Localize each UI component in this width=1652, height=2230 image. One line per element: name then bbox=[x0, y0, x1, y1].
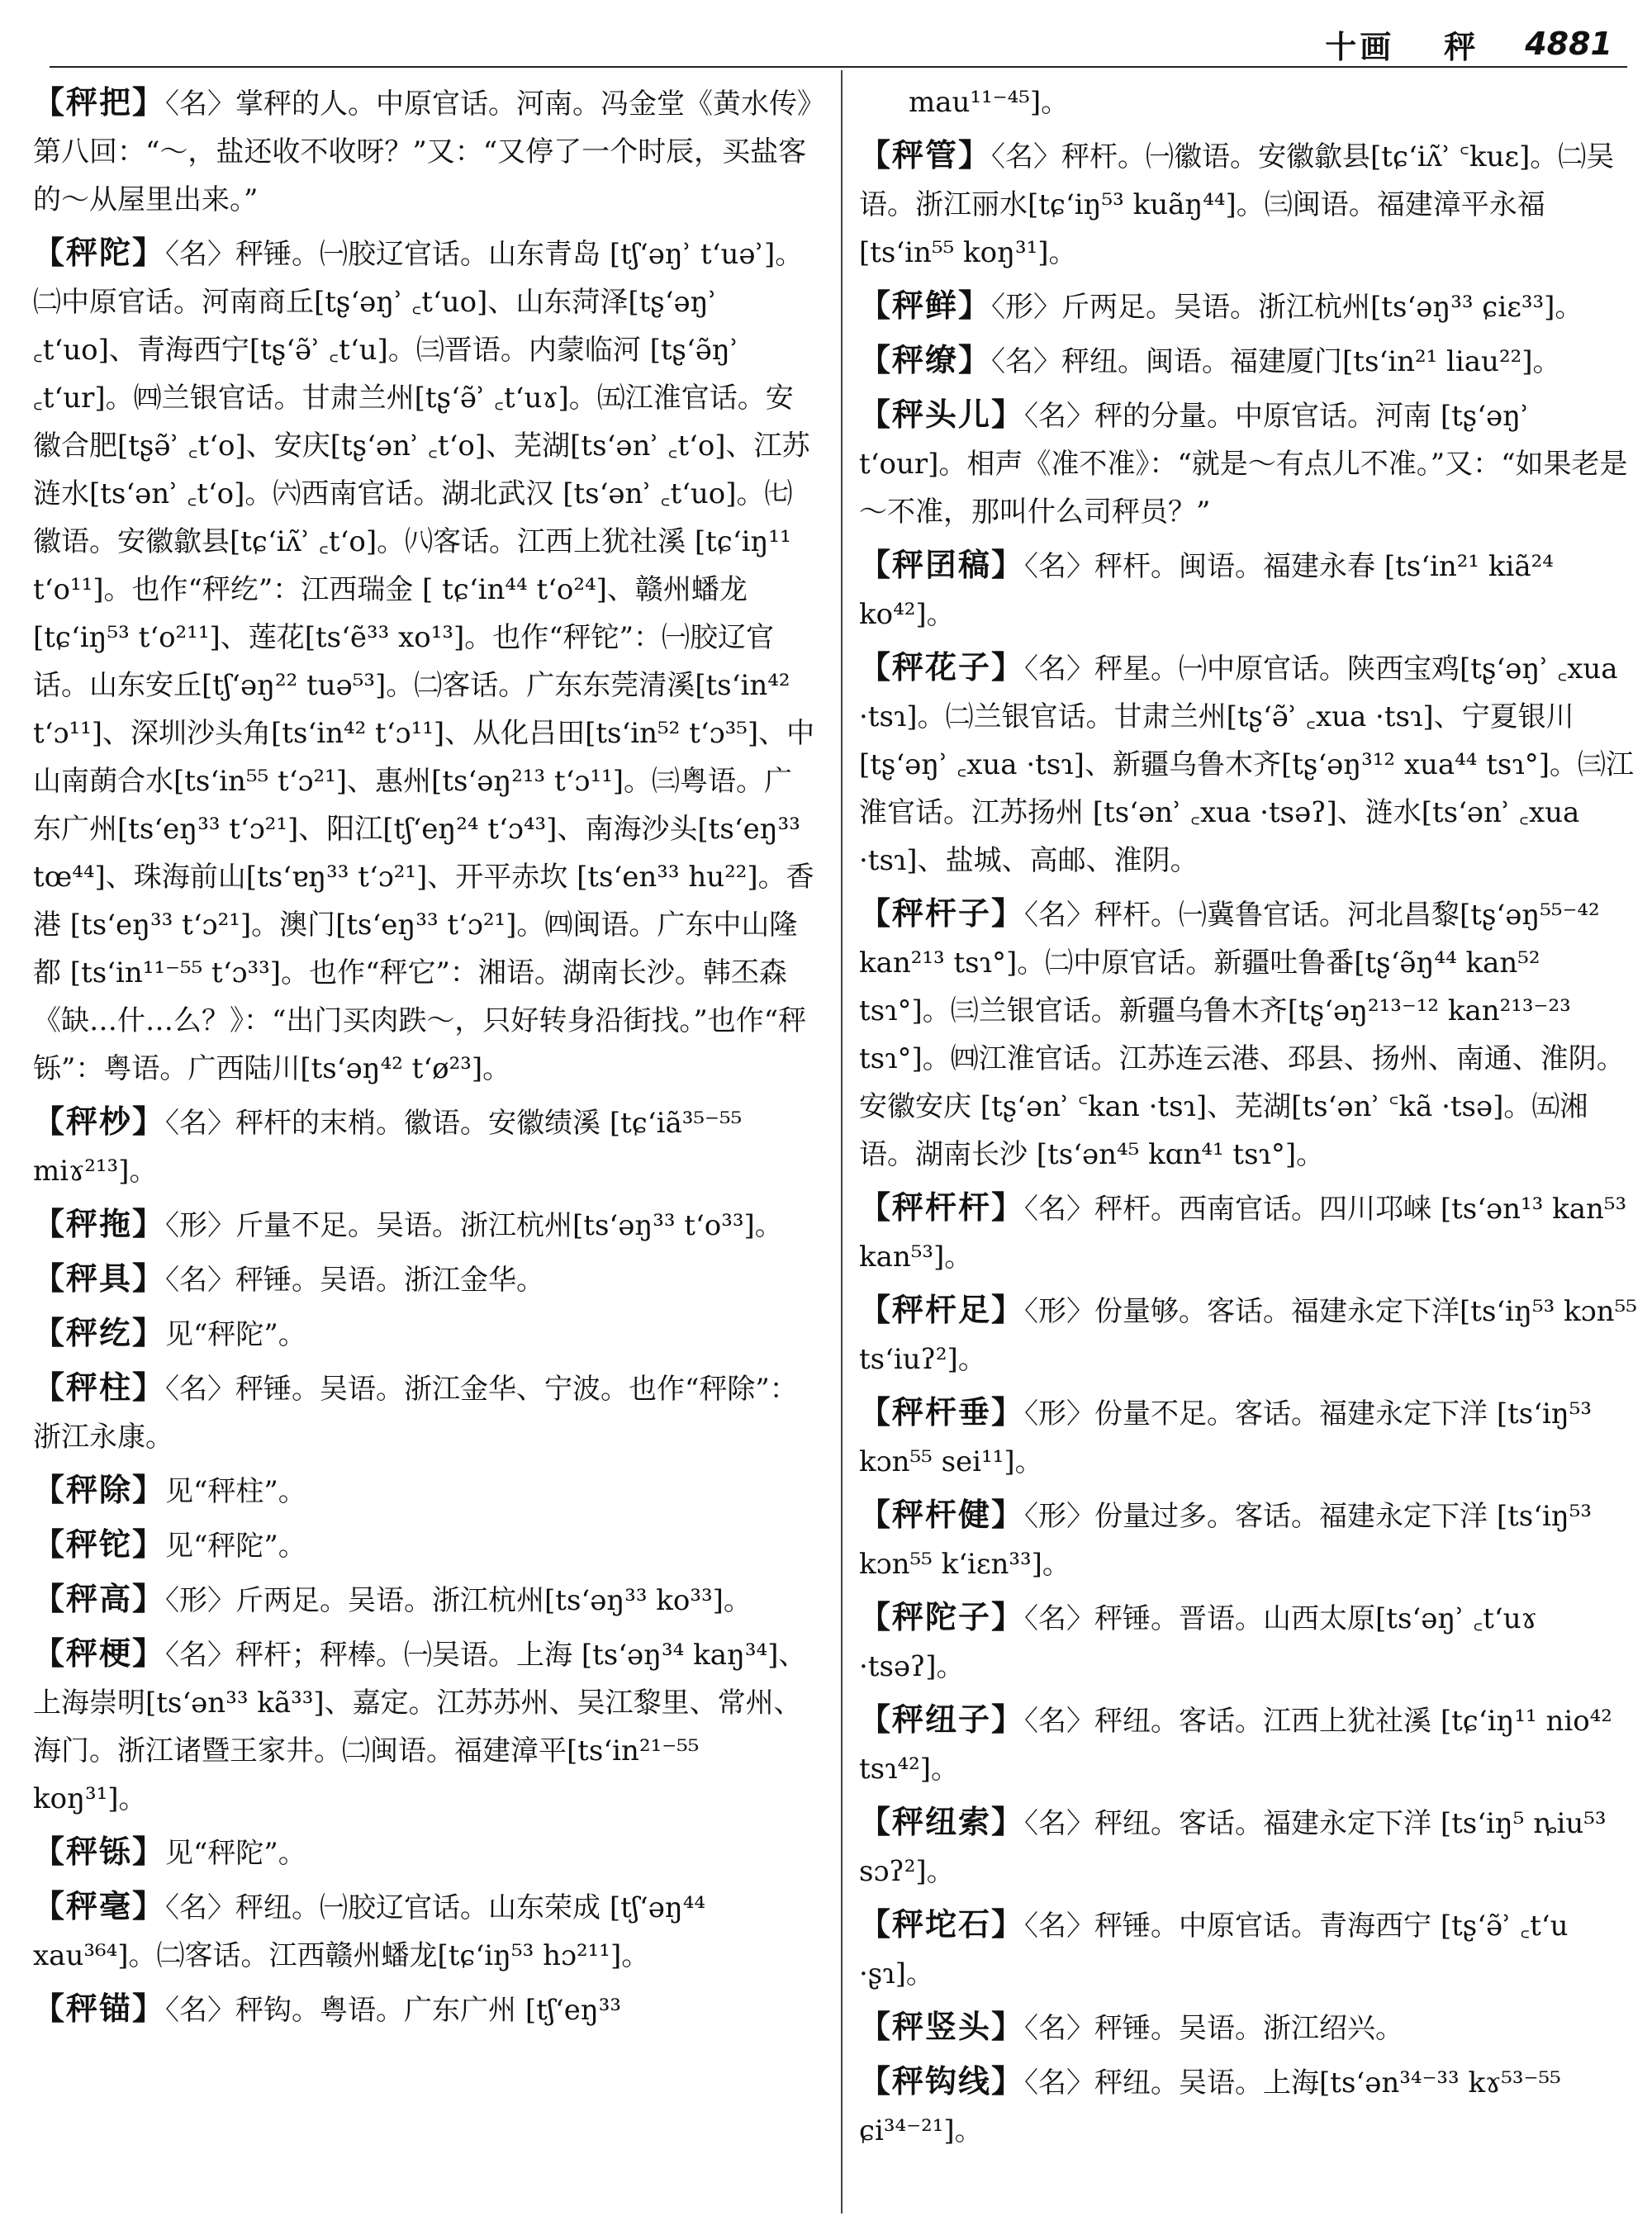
entry-definition: 〈名〉秤锤。㈠胶辽官话。山东青岛 [tʃ‘əŋʾ t‘uəʾ]。㈡中原官话。河南商丘[tʂ‘əŋʾ ꜀t‘uo]、山东菏泽[tʂ‘əŋʾ ꜀t‘uo]、青海西宁[tʂ‘ə̃ʾ ꜀t‘u]。㈢晋语。内蒙临河 [tʂ‘ə̃ŋʾ ꜀t‘ur]。㈣兰银官话。甘肃兰州[tʂ‘ə̃ʾ ꜀t‘uɤ]。㈤江淮官话。安徽合肥[tʂə̃ʾ ꜀t‘o]、安庆[tʂ‘ənʾ ꜀t‘o]、芜湖[ts‘ənʾ ꜀t‘o]、江苏涟水[ts‘ənʾ ꜀t‘o]。㈥西南官话。湖北武汉 [ts‘ənʾ ꜀t‘uo]。㈦徽语。安徽歙县[tɕ‘iʌ̃ʾ ꜀t‘o]。㈧客话。江西上犹社溪 [tɕ‘iŋ¹¹ t‘o¹¹]。也作“秤纥”：江西瑞金 [ tɕ‘in⁴⁴ t‘o²⁴]、赣州蟠龙[tɕ‘iŋ⁵³ t‘o²¹¹]、莲花[ts‘ẽ³³ xo¹³]。也作“秤铊”：㈠胶辽官话。山东安丘[tʃ‘əŋ²² tuə⁵³]。㈡客话。广东东莞清溪[ts‘in⁴² t‘ɔ¹¹]、深圳沙头角[ts‘in⁴² t‘ɔ¹¹]、从化吕田[ts‘in⁵² t‘ɔ³⁵]、中山南蓢合水[ts‘in⁵⁵ t‘ɔ²¹]、惠州[ts‘əŋ²¹³ t‘ɔ¹¹]。㈢粤语。广东广州[ts‘eŋ³³ t‘ɔ²¹]、阳江[tʃ‘eŋ²⁴ t‘ɔ⁴³]、南海沙头[ts‘eŋ³³ tœ⁴⁴]、珠海前山[ts‘ɐŋ³³ t‘ɔ²¹]、开平赤坎 [ts‘en³³ hu²²]。香港 [ts‘eŋ³³ t‘ɔ²¹]。澳门[ts‘eŋ³³ t‘ɔ²¹]。㈣闽语。广东中山隆都 [ts‘in¹¹⁻⁵⁵ t‘ɔ³³]。也作“秤它”：湘语。湖南长沙。韩丕森《缺…什…么？》：“出门买肉跌～，只好转身沿街找。”也作“秤铄”：粤语。广西陆川[ts‘əŋ⁴² t‘ø²³]。 bbox=[33, 238, 815, 1085]
dictionary-entry bbox=[33, 1466, 818, 1516]
dictionary-entry bbox=[33, 1364, 818, 1461]
entry-headword: 【秤具】 bbox=[33, 1260, 166, 1297]
entry-headword: 【秤陀】 bbox=[33, 234, 166, 271]
entry-headword: 【秤纽索】 bbox=[859, 1803, 1025, 1840]
entry-definition: 〈名〉秤纽。客话。福建永定下洋 [ts‘iŋ⁵ ȵiu⁵³ sɔʔ²]。 bbox=[859, 1807, 1607, 1888]
dictionary-entry bbox=[859, 1900, 1640, 1998]
entry-definition: 〈名〉秤纽。闽语。福建厦门[ts‘in²¹ liau²²]。 bbox=[991, 345, 1561, 378]
entry-definition: 〈名〉秤锤。中原官话。青海西宁 [tʂ‘ə̃ʾ ꜀t‘u ·ʂɿ]。 bbox=[859, 1910, 1569, 1990]
entry-definition: 〈名〉秤星。㈠中原官话。陕西宝鸡[tʂ‘əŋʾ ꜀xua ·tsɿ]。㈡兰银官话。甘肃兰州[tʂ‘ə̃ʾ ꜀xua ·tsɿ]、宁夏银川[tʂ‘əŋʾ ꜀xua ·tsɿ]、新疆乌鲁木齐[tʂ‘əŋ³¹² xua⁴⁴ tsɿ°]。㈢江淮官话。江苏扬州 [ts‘ənʾ ꜀xua ·tsəʔ]、涟水[ts‘ənʾ ꜀xua ·tsɿ]、盐城、高邮、淮阴。 bbox=[859, 652, 1635, 877]
dictionary-entry bbox=[859, 890, 1640, 1179]
dictionary-entry bbox=[33, 1098, 818, 1195]
dictionary-entry bbox=[859, 131, 1640, 277]
dictionary-entry bbox=[859, 1491, 1640, 1588]
dictionary-entry bbox=[33, 1309, 818, 1359]
entry-headword: 【秤陀子】 bbox=[859, 1598, 1025, 1635]
entry-headword: 【秤杆垂】 bbox=[859, 1393, 1025, 1431]
entry-headword: 【秤杆健】 bbox=[859, 1496, 1025, 1533]
entry-definition: 〈名〉秤纽。客话。江西上犹社溪 [tɕ‘iŋ¹¹ nio⁴² tsɿ⁴²]。 bbox=[859, 1705, 1612, 1786]
continuation-text: mau¹¹⁻⁴⁵]。 bbox=[909, 86, 1070, 119]
entry-definition: 〈名〉秤纽。㈠胶辽官话。山东荣成 [tʃ‘əŋ⁴⁴ xau³⁶⁴]。㈡客话。江西赣州蟠龙[tɕ‘iŋ⁵³ hɔ²¹¹]。 bbox=[33, 1891, 706, 1972]
dictionary-entry bbox=[859, 2003, 1640, 2052]
dictionary-entry bbox=[859, 2057, 1640, 2155]
entry-headword: 【秤拖】 bbox=[33, 1205, 166, 1242]
dictionary-entry bbox=[859, 391, 1640, 536]
dictionary-entry bbox=[33, 1985, 818, 2034]
entry-definition: 〈形〉斤两足。吴语。浙江杭州[ts‘əŋ³³ ko³³]。 bbox=[165, 1584, 752, 1617]
entry-headword: 【秤杆足】 bbox=[859, 1291, 1025, 1328]
entry-headword: 【秤缭】 bbox=[859, 341, 992, 378]
entry-headword: 【秤头儿】 bbox=[859, 396, 1025, 433]
entry-definition: 〈形〉份量不足。客话。福建永定下洋 [ts‘iŋ⁵³ kɔn⁵⁵ sei¹¹]。 bbox=[859, 1397, 1593, 1478]
entry-headword: 【秤坨石】 bbox=[859, 1905, 1025, 1943]
entry-definition: 〈名〉秤杆的末梢。徽语。安徽绩溪 [tɕ‘iã³⁵⁻⁵⁵ miɤ²¹³]。 bbox=[33, 1107, 743, 1188]
entry-definition: 〈形〉份量过多。客话。福建永定下洋 [ts‘iŋ⁵³ kɔn⁵⁵ k‘iɛn³³]。 bbox=[859, 1500, 1593, 1581]
entry-headword: 【秤高】 bbox=[33, 1580, 166, 1617]
entry-definition: 〈名〉秤杆；秤棒。㈠吴语。上海 [ts‘əŋ³⁴ kaŋ³⁴]、上海崇明[ts‘ən³³ kã³³]、嘉定。江苏苏州、吴江黎里、常州、海门。浙江诸暨王家井。㈡闽语。福建漳平[ts‘in²¹⁻⁵⁵ koŋ³¹]。 bbox=[33, 1639, 807, 1815]
dictionary-entry bbox=[859, 1696, 1640, 1793]
entry-headword: 【秤花子】 bbox=[859, 648, 1025, 686]
dictionary-entry bbox=[33, 1575, 818, 1625]
entry-headword: 【秤管】 bbox=[859, 136, 992, 173]
dictionary-entry bbox=[859, 1286, 1640, 1383]
dictionary-entry bbox=[33, 229, 818, 1093]
entry-definition: 〈名〉秤杆。㈠徽语。安徽歙县[tɕ‘iʌ̃ʾ ꜂kuɛ]。㈡吴语。浙江丽水[tɕ‘iŋ⁵³ kuãŋ⁴⁴]。㈢闽语。福建漳平永福[ts‘in⁵⁵ koŋ³¹]。 bbox=[859, 140, 1615, 269]
entry-definition: 〈形〉斤量不足。吴语。浙江杭州[ts‘əŋ³³ t‘o³³]。 bbox=[165, 1209, 783, 1242]
entry-headword: 【秤杪】 bbox=[33, 1103, 166, 1140]
dictionary-entry bbox=[859, 1184, 1640, 1281]
dictionary-entry bbox=[33, 1521, 818, 1570]
dictionary-entry bbox=[859, 643, 1640, 885]
entry-headword: 【秤铊】 bbox=[33, 1525, 166, 1563]
dictionary-entry bbox=[859, 1593, 1640, 1691]
entry-headword: 【秤除】 bbox=[33, 1471, 166, 1508]
entry-definition: 〈名〉秤纽。吴语。上海[ts‘ən³⁴⁻³³ kɤ⁵³⁻⁵⁵ ɕi³⁴⁻²¹]。 bbox=[859, 2066, 1561, 2147]
dictionary-entry bbox=[33, 1255, 818, 1304]
dictionary-entry bbox=[33, 1630, 818, 1823]
dictionary-entry bbox=[33, 78, 818, 224]
entry-definition: 见“秤陀”。 bbox=[165, 1530, 306, 1563]
dictionary-entry bbox=[859, 1388, 1640, 1486]
dictionary-entry bbox=[859, 541, 1640, 638]
entry-headword: 【秤杆子】 bbox=[859, 894, 1025, 932]
entry-headword: 【秤鲜】 bbox=[859, 287, 992, 324]
entry-definition: 〈名〉秤锤。吴语。浙江金华。 bbox=[165, 1264, 545, 1297]
entry-headword: 【秤把】 bbox=[33, 83, 166, 121]
entry-headword: 【秤杆杆】 bbox=[859, 1189, 1025, 1226]
entry-definition: 见“秤陀”。 bbox=[165, 1837, 306, 1870]
left-column bbox=[33, 78, 818, 2039]
entry-definition: 见“秤柱”。 bbox=[165, 1475, 306, 1508]
entry-headword: 【秤柱】 bbox=[33, 1369, 166, 1406]
entry-definition: 〈名〉秤杆。西南官话。四川邛崃 [ts‘ən¹³ kan⁵³ kan⁵³]。 bbox=[859, 1193, 1627, 1274]
page-header bbox=[50, 15, 1612, 73]
entry-definition: 见“秤陀”。 bbox=[165, 1318, 306, 1351]
entry-definition: 〈名〉秤锤。吴语。浙江金华、宁波。也作“秤除”：浙江永康。 bbox=[33, 1373, 798, 1454]
entry-headword: 【秤铄】 bbox=[33, 1833, 166, 1870]
page-number: 4881 bbox=[1525, 26, 1612, 62]
dictionary-entry bbox=[33, 1200, 818, 1250]
entry-definition: 〈名〉秤的分量。中原官话。河南 [tʂ‘əŋʾ t‘our]。相声《准不准》：“就是～有点儿不准。”又：“如果老是～不准，那叫什么司秤员？” bbox=[859, 400, 1628, 529]
dictionary-entry bbox=[859, 1798, 1640, 1896]
entry-headword: 【秤竖头】 bbox=[859, 2008, 1025, 2045]
entry-headword: 【秤钩线】 bbox=[859, 2062, 1025, 2100]
dictionary-entry bbox=[33, 1882, 818, 1980]
entry-headword: 【秤梗】 bbox=[33, 1635, 166, 1672]
entry-headword: 【秤毫】 bbox=[33, 1887, 166, 1924]
entry-definition: 〈形〉份量够。客话。福建永定下洋[ts‘iŋ⁵³ kɔn⁵⁵ ts‘iuʔ²]。 bbox=[859, 1295, 1637, 1376]
dictionary-entry bbox=[859, 282, 1640, 331]
entry-headword: 【秤纥】 bbox=[33, 1314, 166, 1351]
entry-headword: 【秤囝稿】 bbox=[859, 546, 1025, 583]
entry-headword: 【秤锚】 bbox=[33, 1990, 166, 2027]
entry-definition: 〈名〉秤杆。闽语。福建永春 [ts‘in²¹ kiã²⁴ ko⁴²]。 bbox=[859, 550, 1554, 631]
dictionary-entry bbox=[859, 336, 1640, 386]
dictionary-entry bbox=[33, 1828, 818, 1877]
head-character: 秤 bbox=[1444, 27, 1476, 65]
entry-definition: 〈名〉秤锤。晋语。山西太原[ts‘əŋʾ ꜀t‘uɤ ·tsəʔ]。 bbox=[859, 1602, 1537, 1683]
entry-definition: 〈形〉斤两足。吴语。浙江杭州[ts‘əŋ³³ ɕiɛ³³]。 bbox=[991, 291, 1583, 324]
entry-definition: 〈名〉秤锤。吴语。浙江绍兴。 bbox=[1024, 2012, 1404, 2045]
header-rule bbox=[50, 66, 1627, 68]
right-column bbox=[859, 78, 1640, 2160]
entry-definition: 〈名〉掌秤的人。中原官话。河南。冯金堂《黄水传》第八回：“～，盐还收不收呀？”又：“又停了一个时辰，买盐客的～从屋里出来。” bbox=[33, 88, 812, 216]
entry-definition: 〈名〉秤钩。粤语。广东广州 [tʃ‘eŋ³³ bbox=[165, 1994, 622, 2027]
entry-headword: 【秤纽子】 bbox=[859, 1701, 1025, 1738]
entry-definition: 〈名〉秤杆。㈠冀鲁官话。河北昌黎[tʂ‘əŋ⁵⁵⁻⁴² kan²¹³ tsɿ°]。㈡中原官话。新疆吐鲁番[tʂ‘ə̃ŋ⁴⁴ kan⁵² tsɿ°]。㈢兰银官话。新疆乌鲁木齐[tʂ‘əŋ²¹³⁻¹² kan²¹³⁻²³ tsɿ°]。㈣江淮官话。江苏连云港、邳县、扬州、南通、淮阴。安徽安庆 [tʂ‘ənʾ ꜂kan ·tsɿ]、芜湖[ts‘ənʾ ꜂kã ·tsə]。㈤湘语。湖南长沙 [ts‘ən⁴⁵ kɑn⁴¹ tsɿ°]。 bbox=[859, 899, 1625, 1171]
column-divider bbox=[841, 70, 843, 2213]
section-label: 十画 bbox=[1325, 27, 1395, 65]
